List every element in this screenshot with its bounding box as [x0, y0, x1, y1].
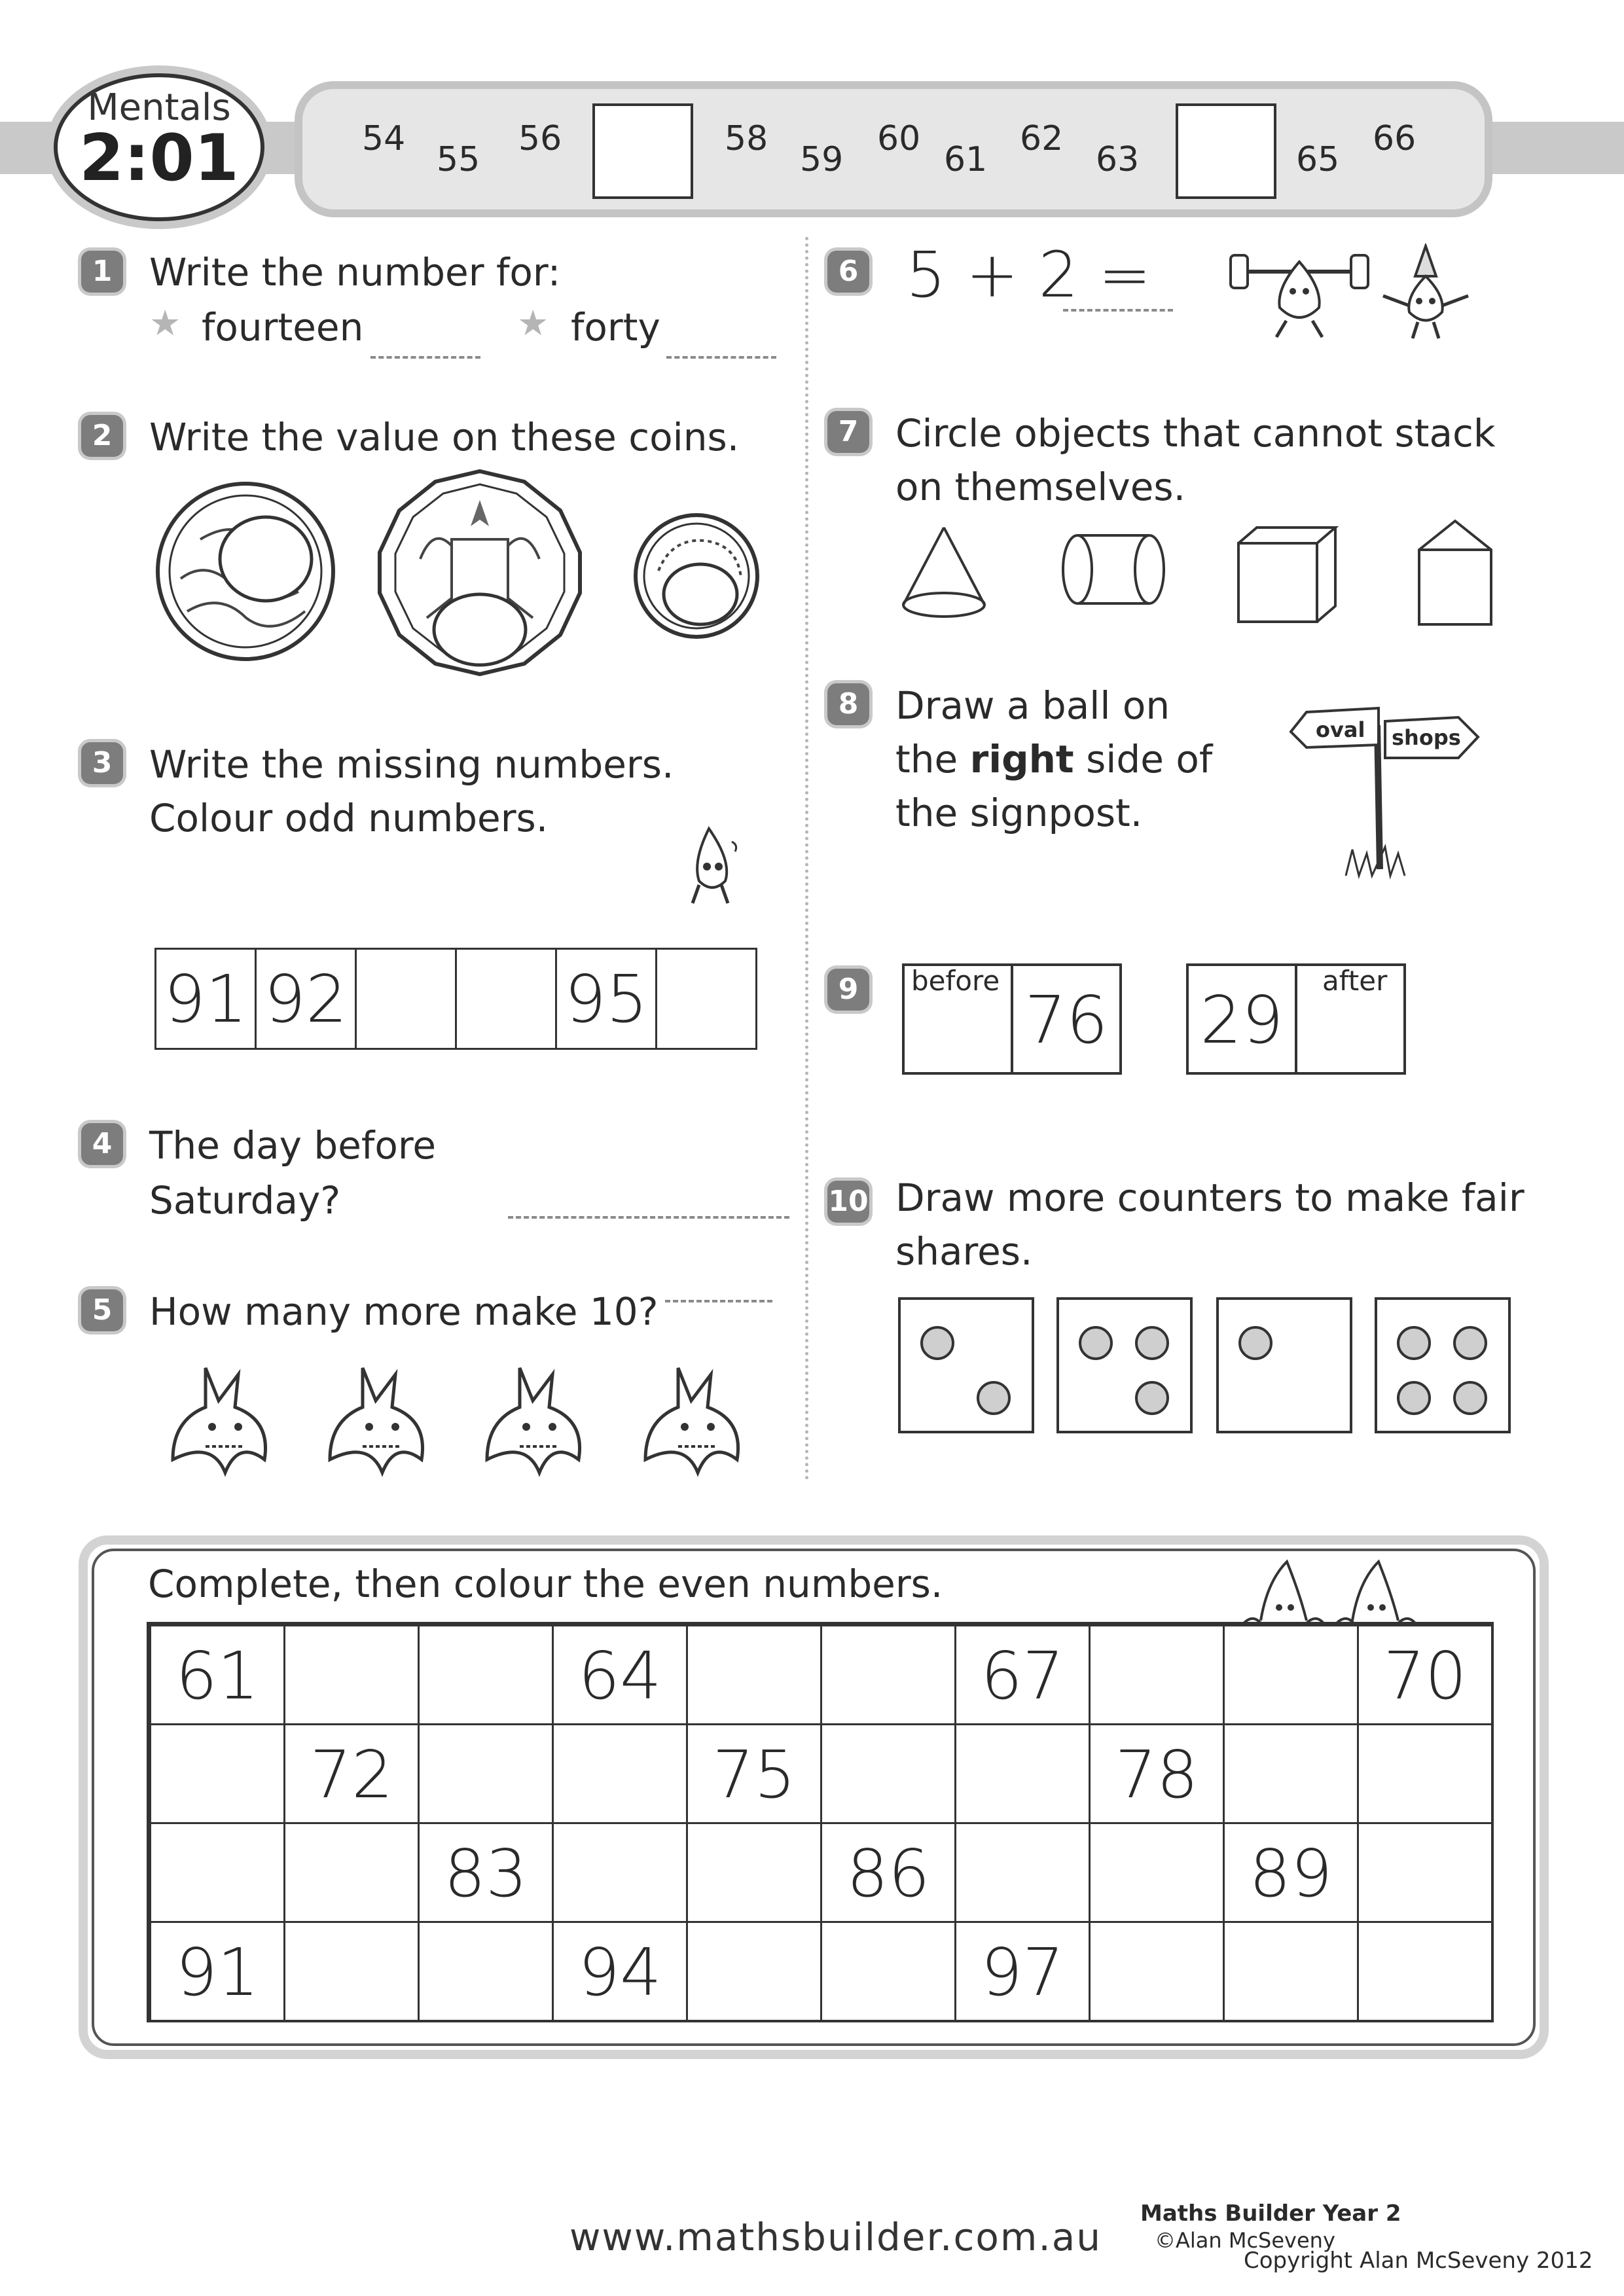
- grid-cell[interactable]: [1089, 1723, 1225, 1824]
- grid-cell[interactable]: [820, 1624, 956, 1725]
- grid-cell[interactable]: [954, 1624, 1091, 1725]
- peeking-characters-icon: [1241, 1555, 1431, 1624]
- shark-icon: [632, 1361, 763, 1479]
- after-label: after: [1322, 965, 1388, 997]
- q1-word-b: forty: [571, 305, 660, 350]
- counter-box[interactable]: [1375, 1297, 1511, 1433]
- strip-number: 59: [800, 140, 844, 179]
- grid-cell[interactable]: [283, 1921, 420, 2022]
- counter: [1453, 1381, 1487, 1415]
- question-number: 4: [81, 1123, 123, 1165]
- q7-prompt-line2: on themselves.: [895, 465, 1186, 509]
- grid-cell-value: 94: [578, 1934, 662, 2011]
- shark-icon: [474, 1361, 605, 1479]
- grid-cell[interactable]: [552, 1723, 688, 1824]
- sign-label-left: oval: [1316, 717, 1365, 742]
- q3-cell[interactable]: [255, 948, 357, 1050]
- grid-cell[interactable]: [686, 1921, 822, 2022]
- q5-answer[interactable]: [665, 1300, 772, 1302]
- footer-book: Maths Builder Year 2: [1140, 2200, 1401, 2227]
- before-value-box: [1011, 963, 1122, 1075]
- grid-cell[interactable]: [1089, 1624, 1225, 1725]
- q1-word-a: fourteen: [202, 305, 364, 350]
- grid-cell[interactable]: [283, 1723, 420, 1824]
- grid-cell[interactable]: [418, 1723, 554, 1824]
- grid-cell[interactable]: [1089, 1822, 1225, 1923]
- grid-cell[interactable]: [820, 1822, 956, 1923]
- column-divider: [805, 237, 808, 1480]
- grid-cell[interactable]: [1223, 1822, 1359, 1923]
- hundred-grid: [147, 1622, 1494, 2022]
- shark-icon: [317, 1361, 448, 1479]
- grid-cell[interactable]: [552, 1921, 688, 2022]
- mentals-number: 2:01: [79, 121, 239, 196]
- grid-cell-value: 91: [175, 1934, 259, 2011]
- grid-cell-value: 89: [1249, 1835, 1333, 1912]
- coin-platypus-icon: [154, 480, 336, 662]
- sign-label-right: shops: [1392, 725, 1461, 750]
- q4-prompt-line2: Saturday?: [149, 1178, 341, 1223]
- grid-cell[interactable]: [1357, 1921, 1493, 2022]
- after-value: 29: [1200, 982, 1284, 1058]
- grid-cell-value: 70: [1383, 1638, 1467, 1714]
- q3-prompt-line1: Write the missing numbers.: [149, 742, 674, 787]
- counter: [920, 1326, 954, 1360]
- footer-url[interactable]: www.mathsbuilder.com.au: [569, 2215, 1102, 2259]
- grid-cell[interactable]: [1089, 1921, 1225, 2022]
- grid-cell[interactable]: [149, 1921, 285, 2022]
- counter: [1238, 1326, 1272, 1360]
- before-label: before: [911, 965, 1000, 997]
- question-number: 8: [827, 683, 869, 725]
- q6-answer[interactable]: [1063, 309, 1173, 312]
- grid-cell[interactable]: [954, 1723, 1091, 1824]
- grid-cell[interactable]: [954, 1921, 1091, 2022]
- grid-cell-value: 86: [846, 1835, 930, 1912]
- grid-cell[interactable]: [418, 1822, 554, 1923]
- q3-cell-value: 92: [264, 961, 348, 1037]
- grid-cell[interactable]: [149, 1822, 285, 1923]
- grid-cell[interactable]: [1223, 1921, 1359, 2022]
- grid-cell-value: 97: [981, 1934, 1064, 2011]
- question-number: 7: [827, 411, 869, 453]
- grid-cell[interactable]: [283, 1624, 420, 1725]
- after-value-box: [1186, 963, 1297, 1075]
- party-character-icon: [1373, 243, 1478, 342]
- grid-cell[interactable]: [954, 1822, 1091, 1923]
- counter-box[interactable]: [898, 1297, 1034, 1433]
- coin-coat-of-arms-icon: [374, 467, 585, 678]
- counter: [1135, 1326, 1169, 1360]
- counter: [1079, 1326, 1113, 1360]
- grid-cell-value: 78: [1115, 1736, 1199, 1813]
- cube-icon[interactable]: [1235, 524, 1339, 628]
- grid-cell[interactable]: [820, 1921, 956, 2022]
- q8-text: side of: [1074, 737, 1213, 781]
- strip-number: 62: [1020, 119, 1064, 158]
- q3-prompt-line2: Colour odd numbers.: [149, 796, 549, 840]
- q10-prompt-line1: Draw more counters to make fair: [895, 1175, 1525, 1220]
- question-number: 3: [81, 742, 123, 784]
- grid-cell[interactable]: [1357, 1723, 1493, 1824]
- strip-blank-box[interactable]: [1176, 103, 1276, 199]
- grid-cell[interactable]: [149, 1624, 285, 1725]
- counter: [1135, 1381, 1169, 1415]
- counter: [1397, 1326, 1431, 1360]
- grid-cell[interactable]: [418, 1921, 554, 2022]
- q1-answer-b[interactable]: [666, 356, 776, 359]
- cylinder-icon[interactable]: [1058, 530, 1169, 609]
- mentals-label: Mentals: [87, 86, 231, 129]
- q3-cell[interactable]: [655, 948, 757, 1050]
- grid-cell-value: 61: [175, 1638, 259, 1714]
- q4-prompt-line1: The day before: [149, 1123, 437, 1168]
- counter-box[interactable]: [1216, 1297, 1352, 1433]
- question-number: 2: [81, 415, 123, 457]
- grid-cell[interactable]: [686, 1723, 822, 1824]
- pentagonal-prism-icon[interactable]: [1413, 517, 1498, 628]
- counter: [1453, 1326, 1487, 1360]
- strip-number: 54: [362, 119, 406, 158]
- question-number: 1: [81, 251, 123, 293]
- grid-cell[interactable]: [552, 1822, 688, 1923]
- strip-number: 65: [1296, 140, 1340, 179]
- star-icon: ★: [517, 302, 549, 344]
- counter: [977, 1381, 1011, 1415]
- q3-cell-value: 91: [164, 961, 247, 1037]
- question-number: 9: [827, 969, 869, 1011]
- q7-prompt-line1: Circle objects that cannot stack: [895, 411, 1496, 456]
- footer-copyright: Copyright Alan McSeveny 2012: [1244, 2248, 1593, 2274]
- grid-cell[interactable]: [686, 1624, 822, 1725]
- grid-cell-value: 72: [310, 1736, 393, 1813]
- q6-equation: 5 + 2 =: [906, 238, 1151, 312]
- strip-number: 60: [877, 119, 921, 158]
- strip-blank-box[interactable]: [592, 103, 693, 199]
- q8-bold-word: right: [969, 737, 1074, 781]
- grid-cell[interactable]: [149, 1723, 285, 1824]
- grid-title: Complete, then colour the even numbers.: [148, 1562, 943, 1606]
- question-number: 10: [827, 1181, 869, 1223]
- star-icon: ★: [149, 302, 181, 344]
- q8-prompt-line2: [895, 732, 1212, 787]
- q3-number-row: [154, 948, 759, 1050]
- q10-prompt-line2: shares.: [895, 1229, 1033, 1274]
- coin-echidna-icon: [632, 512, 761, 640]
- grid-cell-value: 67: [981, 1638, 1064, 1714]
- strip-number: 61: [944, 140, 988, 179]
- q3-cell[interactable]: [555, 948, 657, 1050]
- cone-icon[interactable]: [898, 524, 990, 622]
- q3-cell[interactable]: [154, 948, 257, 1050]
- grid-cell[interactable]: [418, 1624, 554, 1725]
- question-number: 5: [81, 1289, 123, 1331]
- counter-box[interactable]: [1056, 1297, 1193, 1433]
- strip-number: 55: [437, 140, 480, 179]
- grid-cell-value: 83: [444, 1835, 528, 1912]
- footer-author: ©Alan McSeveny: [1155, 2228, 1335, 2253]
- strip-number: 56: [518, 119, 562, 158]
- grid-cell[interactable]: [552, 1624, 688, 1725]
- q8-prompt-line3: the signpost.: [895, 791, 1143, 835]
- weightlifter-character-icon: [1224, 236, 1375, 340]
- grid-cell[interactable]: [1223, 1624, 1359, 1725]
- grid-cell[interactable]: [686, 1822, 822, 1923]
- counter: [1397, 1381, 1431, 1415]
- q4-answer[interactable]: [508, 1216, 789, 1219]
- grid-cell[interactable]: [820, 1723, 956, 1824]
- grid-cell[interactable]: [283, 1822, 420, 1923]
- q2-prompt: Write the value on these coins.: [149, 415, 740, 459]
- q3-cell[interactable]: [455, 948, 557, 1050]
- shark-icon: [160, 1361, 291, 1479]
- grid-cell[interactable]: [1357, 1822, 1493, 1923]
- q1-prompt: Write the number for:: [149, 250, 561, 295]
- grid-cell[interactable]: [1223, 1723, 1359, 1824]
- q8-text: the: [895, 737, 970, 781]
- question-number: 6: [827, 251, 869, 293]
- cartoon-character-icon: [673, 822, 758, 907]
- before-value: 76: [1024, 982, 1108, 1058]
- q8-prompt-line1: Draw a ball on: [895, 683, 1170, 728]
- mentals-badge: [54, 73, 264, 221]
- strip-number: 58: [725, 119, 768, 158]
- strip-number: 66: [1373, 119, 1416, 158]
- grid-cell-value: 75: [712, 1736, 796, 1813]
- q1-answer-a[interactable]: [370, 356, 480, 359]
- strip-number: 63: [1096, 140, 1140, 179]
- q3-cell[interactable]: [355, 948, 457, 1050]
- grid-cell[interactable]: [1357, 1624, 1493, 1725]
- q3-cell-value: 95: [564, 961, 648, 1037]
- grid-cell-value: 64: [578, 1638, 662, 1714]
- q5-prompt: How many more make 10?: [149, 1289, 659, 1334]
